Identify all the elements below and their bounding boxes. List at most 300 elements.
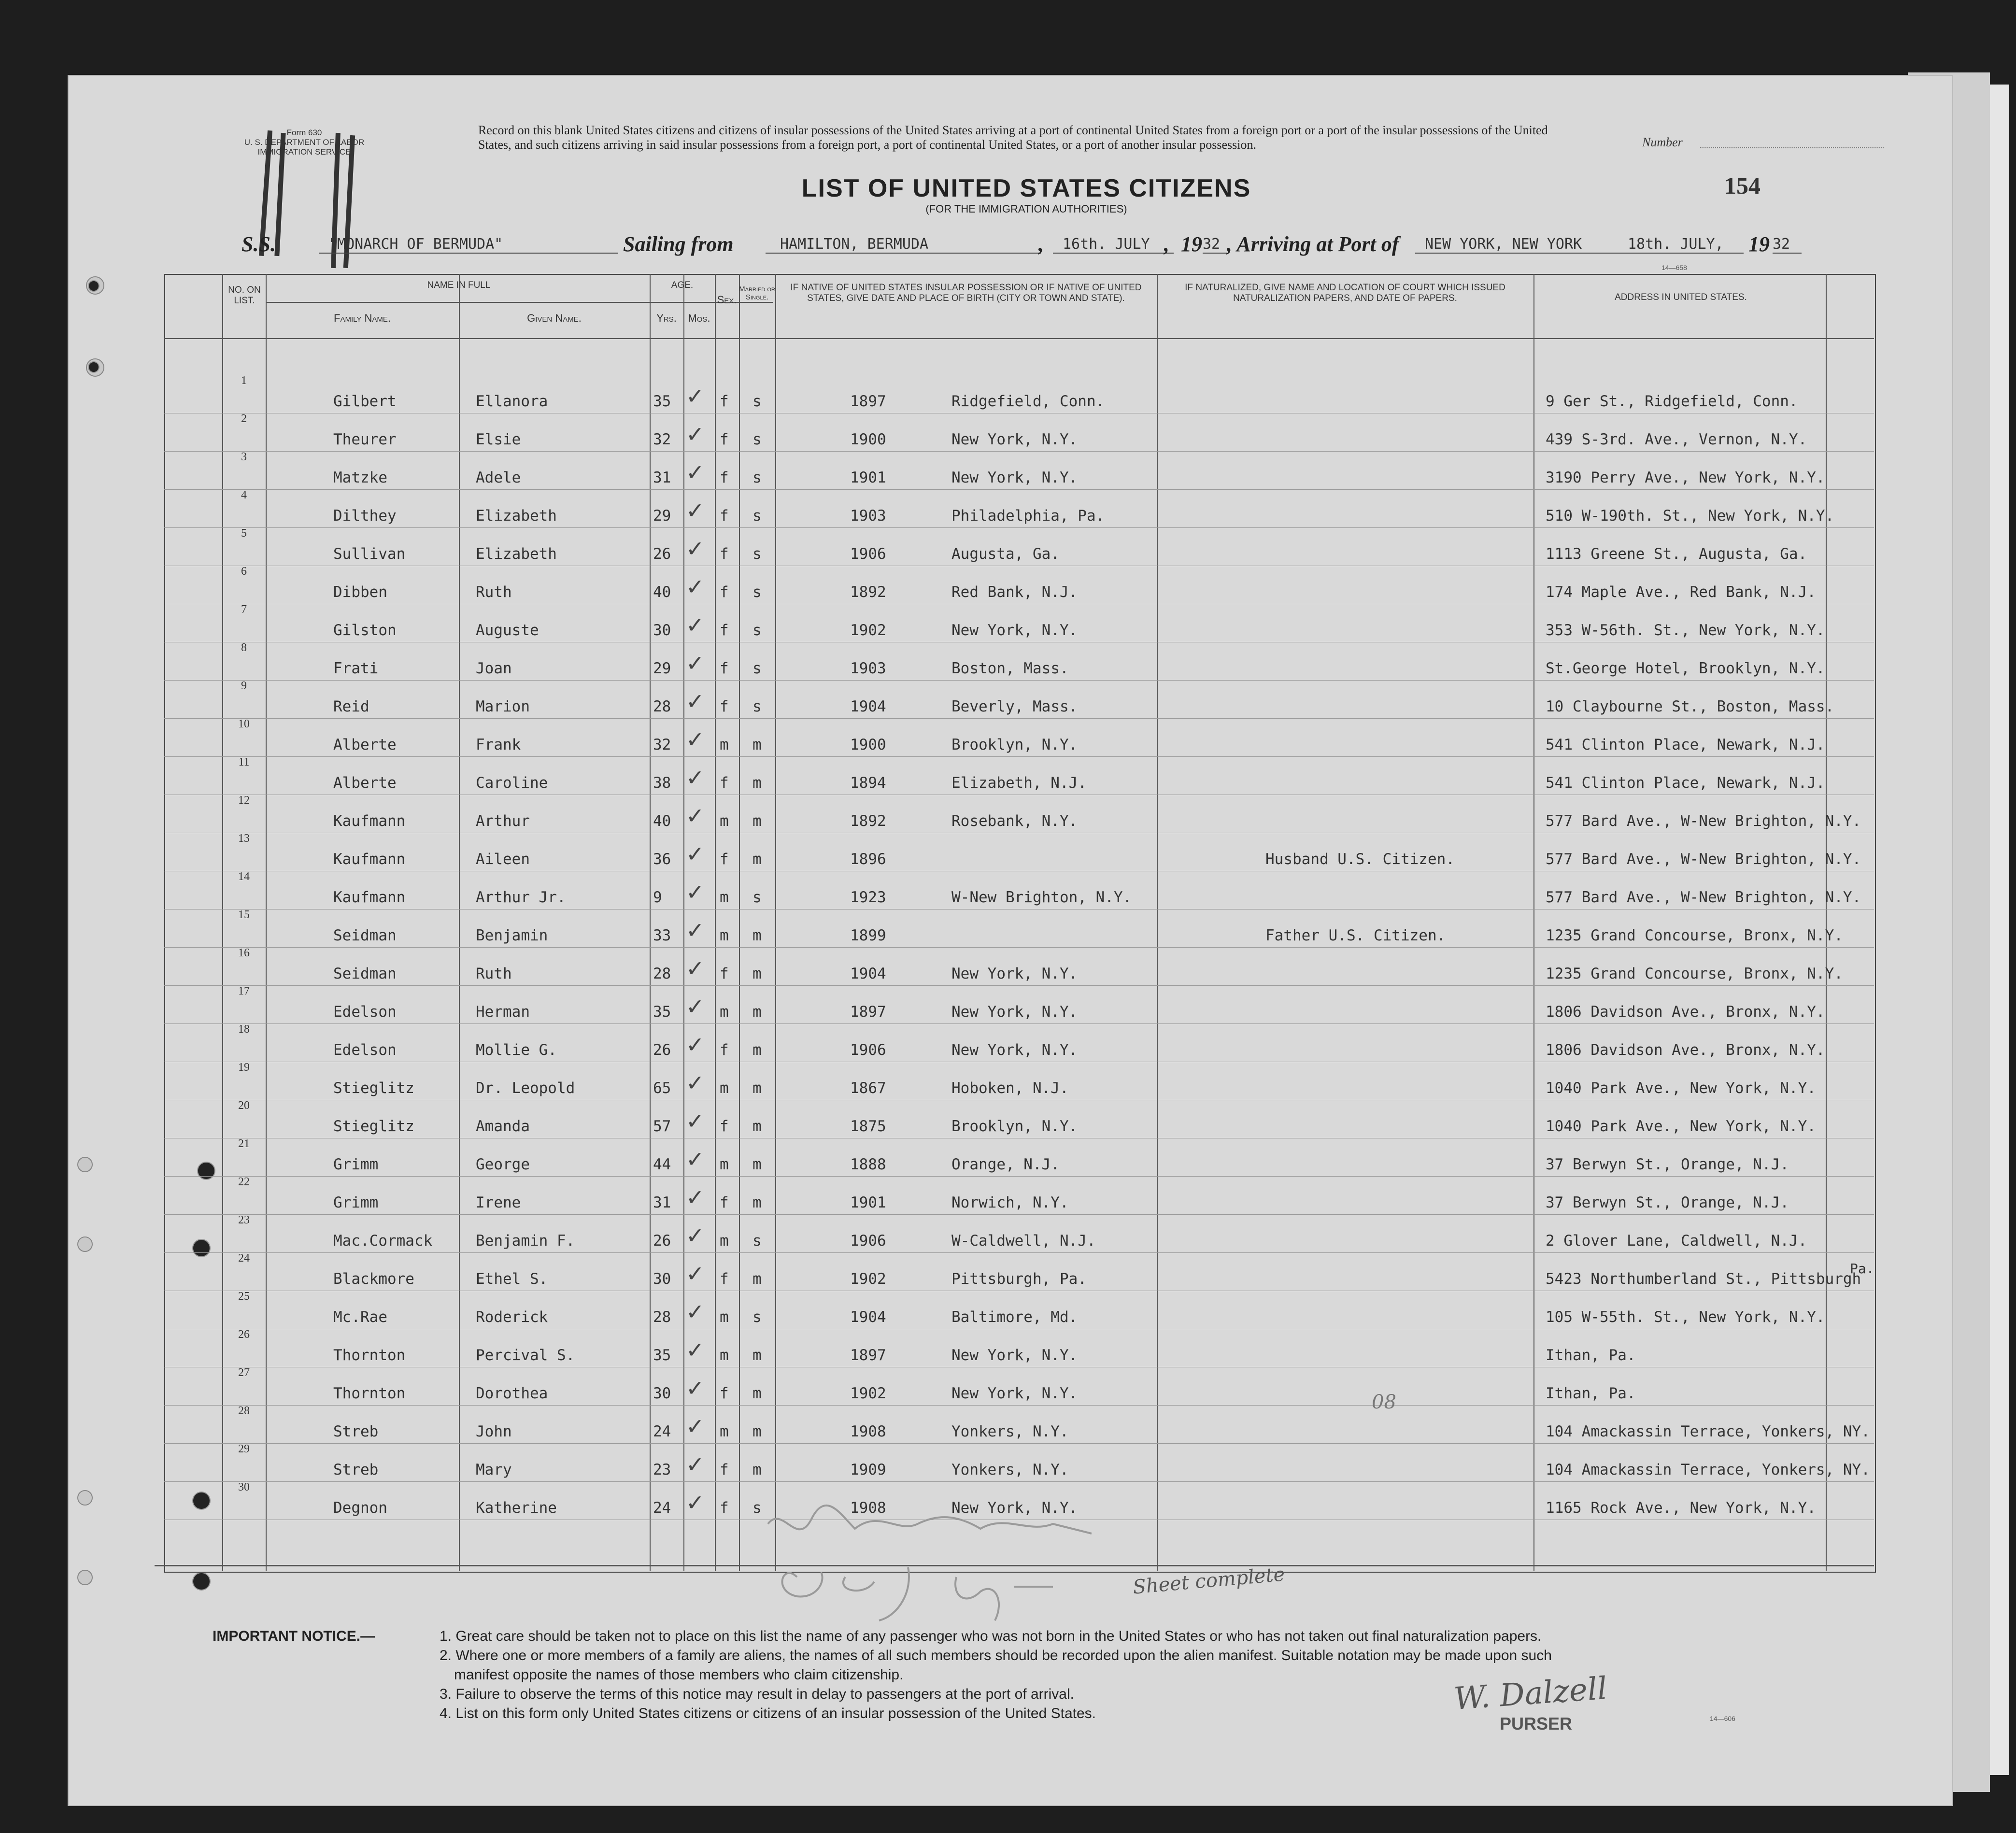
check-mark-icon: ✓: [686, 1070, 705, 1096]
given-name-cell: Dr. Leopold: [476, 1080, 575, 1097]
birth-year-cell: 1900: [850, 431, 886, 448]
birth-year-cell: 1923: [850, 889, 886, 906]
birth-place-cell: New York, N.Y.: [951, 965, 1078, 982]
family-name-cell: Degnon: [333, 1499, 387, 1517]
from-year: 32: [1203, 236, 1227, 254]
marital-status-cell: m: [752, 1080, 762, 1097]
ss-label: S.S.: [241, 232, 276, 256]
notice-item-2: 2. Where one or more members of a family are aliens, the names of all such members should be recorded upon the alien manifest. Suitable notation may be made upon such: [440, 1648, 1552, 1663]
sailing-from-label: Sailing from: [623, 232, 734, 256]
page-subtitle: (FOR THE IMMIGRATION AUTHORITIES): [925, 203, 1127, 215]
sex-cell: m: [720, 1308, 729, 1326]
family-name-cell: Edelson: [333, 1003, 397, 1021]
address-cell: 174 Maple Ave., Red Bank, N.J.: [1546, 583, 1816, 601]
sex-cell: f: [720, 622, 729, 639]
check-mark-icon: ✓: [686, 1261, 705, 1287]
col-divider: [650, 274, 651, 1571]
family-name-cell: Dibben: [333, 583, 387, 601]
check-mark-icon: ✓: [686, 1222, 705, 1249]
family-name-cell: Gilbert: [333, 393, 397, 410]
row-number: 5: [241, 527, 247, 540]
given-name-cell: George: [476, 1156, 530, 1173]
marital-status-cell: s: [752, 889, 762, 906]
birth-year-cell: 1903: [850, 507, 886, 525]
to-year: 32: [1773, 236, 1802, 254]
col-yrs: Yrs.: [656, 312, 677, 324]
age-years-cell: 26: [653, 1041, 671, 1059]
birth-place-cell: Elizabeth, N.J.: [951, 774, 1087, 792]
birth-year-cell: 1902: [850, 1270, 886, 1288]
marital-status-cell: s: [752, 431, 762, 448]
birth-place-cell: Ridgefield, Conn.: [951, 393, 1105, 410]
notice-label: IMPORTANT NOTICE.—: [213, 1628, 375, 1644]
sex-cell: f: [720, 965, 729, 982]
marital-status-cell: m: [752, 1270, 762, 1288]
family-name-cell: Streb: [333, 1423, 379, 1440]
marital-status-cell: m: [752, 1003, 762, 1021]
birth-place-cell: New York, N.Y.: [951, 1041, 1078, 1059]
given-name-cell: Irene: [476, 1194, 521, 1211]
sex-cell: f: [720, 1041, 729, 1059]
page-number: 154: [1724, 172, 1760, 199]
age-years-cell: 40: [653, 583, 671, 601]
given-name-cell: John: [476, 1423, 512, 1440]
to-port: NEW YORK, NEW YORK: [1415, 236, 1628, 254]
col-divider: [739, 274, 740, 1571]
row-number: 6: [241, 565, 247, 578]
sex-cell: f: [720, 583, 729, 601]
birth-year-cell: 1896: [850, 851, 886, 868]
family-name-cell: Grimm: [333, 1156, 379, 1173]
age-years-cell: 23: [653, 1461, 671, 1478]
age-years-cell: 26: [653, 1232, 671, 1250]
stamp-mark: 08: [1372, 1391, 1396, 1413]
punch-hole: [77, 1490, 93, 1506]
year-prefix: 19: [1181, 232, 1202, 256]
age-years-cell: 24: [653, 1423, 671, 1440]
check-mark-icon: ✓: [686, 955, 705, 981]
birth-year-cell: 1888: [850, 1156, 886, 1173]
marital-status-cell: s: [752, 1232, 762, 1250]
given-name-cell: Marion: [476, 698, 530, 715]
marital-status-cell: s: [752, 660, 762, 677]
given-name-cell: Benjamin F.: [476, 1232, 575, 1250]
age-years-cell: 65: [653, 1080, 671, 1097]
punch-hole: [77, 1157, 93, 1172]
address-cell: 104 Amackassin Terrace, Yonkers, NY.: [1546, 1461, 1870, 1478]
sailing-info: [241, 232, 1835, 261]
col-given-name: Given Name.: [527, 312, 582, 324]
row-number: 17: [238, 985, 250, 997]
sex-cell: f: [720, 545, 729, 563]
comma: ,: [1164, 232, 1169, 256]
col-divider: [459, 274, 460, 1571]
age-years-cell: 35: [653, 1003, 671, 1021]
row-rule: [164, 1405, 1874, 1406]
birth-year-cell: 1894: [850, 774, 886, 792]
address-cell: 577 Bard Ave., W-New Brighton, N.Y.: [1546, 812, 1861, 830]
check-mark-icon: ✓: [686, 536, 705, 562]
sex-cell: f: [720, 1461, 729, 1478]
check-mark-icon: ✓: [686, 917, 705, 943]
address-cell: 1806 Davidson Ave., Bronx, N.Y.: [1546, 1003, 1825, 1021]
check-mark-icon: ✓: [686, 1184, 705, 1210]
page-title: LIST OF UNITED STATES CITIZENS: [801, 174, 1251, 202]
birth-place-cell: W-New Brighton, N.Y.: [951, 889, 1132, 906]
row-rule: [164, 1443, 1874, 1444]
family-name-cell: Stieglitz: [333, 1118, 414, 1135]
age-years-cell: 44: [653, 1156, 671, 1173]
address-state-note: Pa.: [1850, 1261, 1874, 1277]
given-name-cell: Arthur: [476, 812, 530, 830]
row-number: 28: [238, 1405, 250, 1417]
marital-status-cell: m: [752, 1423, 762, 1440]
address-cell: 1235 Grand Concourse, Bronx, N.Y.: [1546, 965, 1843, 982]
row-rule: [164, 1176, 1874, 1177]
footer-form-code: 14—606: [1710, 1715, 1735, 1722]
row-number: 23: [238, 1214, 250, 1226]
sex-cell: m: [720, 1156, 729, 1173]
marital-status-cell: m: [752, 1347, 762, 1364]
form-identifier: [188, 128, 420, 157]
family-name-cell: Edelson: [333, 1041, 397, 1059]
check-mark-icon: ✓: [686, 1490, 705, 1516]
age-years-cell: 33: [653, 927, 671, 944]
row-rule: [164, 680, 1874, 681]
number-label: Number: [1642, 135, 1683, 149]
row-number: 12: [238, 794, 250, 807]
family-name-cell: Alberte: [333, 736, 397, 753]
col-birth: IF NATIVE OF UNITED STATES INSULAR POSSESSION OR IF NATIVE OF UNITED STATES, GIVE DATE AND PLACE OF BIRTH (CITY OR TOWN AND STATE).: [790, 283, 1142, 303]
col-married-single: Married or Single.: [739, 285, 775, 301]
birth-place-cell: Rosebank, N.Y.: [951, 812, 1078, 830]
birth-year-cell: 1892: [850, 583, 886, 601]
birth-year-cell: 1906: [850, 1232, 886, 1250]
given-name-cell: Elizabeth: [476, 545, 557, 563]
sex-cell: f: [720, 1385, 729, 1402]
instructions-paragraph: Record on this blank United States citizens and citizens of insular possessions of the United States arriving at a port of continental United States from a foreign port or a port of the insular possessions of the United States, and such citizens arriving in said insular possessions from a foreign port, a port of continental United States, or a port of another insular possession.: [478, 123, 1548, 152]
notice-item-3: 3. Failure to observe the terms of this notice may result in delay to passengers at the port of arrival.: [440, 1686, 1074, 1702]
given-name-cell: Auguste: [476, 622, 539, 639]
address-cell: 510 W-190th. St., New York, N.Y.: [1546, 507, 1834, 525]
address-cell: 9 Ger St., Ridgefield, Conn.: [1546, 393, 1798, 410]
ship-name: "MONARCH OF BERMUDA": [319, 236, 618, 254]
row-rule: [164, 489, 1874, 490]
given-name-cell: Ellanora: [476, 393, 548, 410]
birth-year-cell: 1906: [850, 1041, 886, 1059]
birth-year-cell: 1897: [850, 393, 886, 410]
sex-cell: m: [720, 1347, 729, 1364]
family-name-cell: Theurer: [333, 431, 397, 448]
row-number: 8: [241, 641, 247, 654]
row-rule: [164, 1023, 1874, 1024]
age-years-cell: 9: [653, 889, 662, 906]
sex-cell: m: [720, 812, 729, 830]
family-name-cell: Seidman: [333, 927, 397, 944]
check-mark-icon: ✓: [686, 1413, 705, 1439]
address-cell: 439 S-3rd. Ave., Vernon, N.Y.: [1546, 431, 1807, 448]
birth-year-cell: 1908: [850, 1423, 886, 1440]
row-number: 27: [238, 1366, 250, 1379]
age-years-cell: 26: [653, 545, 671, 563]
given-name-cell: Adele: [476, 469, 521, 486]
col-divider: [1157, 274, 1158, 1571]
sheet-complete-note: Sheet complete: [1132, 1563, 1286, 1599]
marital-status-cell: m: [752, 1461, 762, 1478]
sex-cell: f: [720, 851, 729, 868]
col-sex: Sex.: [717, 294, 737, 306]
age-years-cell: 57: [653, 1118, 671, 1135]
birth-year-cell: 1875: [850, 1118, 886, 1135]
birth-year-cell: 1902: [850, 622, 886, 639]
age-years-cell: 40: [653, 812, 671, 830]
address-cell: 1113 Greene St., Augusta, Ga.: [1546, 545, 1807, 563]
age-years-cell: 36: [653, 851, 671, 868]
birth-year-cell: 1904: [850, 965, 886, 982]
check-mark-icon: ✓: [686, 497, 705, 524]
address-cell: 541 Clinton Place, Newark, N.J.: [1546, 774, 1825, 792]
handwritten-scrawl: [753, 1495, 1130, 1630]
address-cell: Ithan, Pa.: [1546, 1385, 1636, 1402]
from-date: 16th. JULY: [1053, 236, 1174, 254]
address-cell: 1040 Park Ave., New York, N.Y.: [1546, 1080, 1816, 1097]
marital-status-cell: m: [752, 1118, 762, 1135]
birth-year-cell: 1897: [850, 1347, 886, 1364]
sex-cell: f: [720, 1499, 729, 1517]
family-name-cell: Gilston: [333, 622, 397, 639]
number-line: [1700, 147, 1884, 148]
marital-status-cell: m: [752, 774, 762, 792]
family-name-cell: Reid: [333, 698, 369, 715]
check-mark-icon: ✓: [686, 1451, 705, 1478]
check-mark-icon: ✓: [686, 1108, 705, 1134]
row-number: 24: [238, 1252, 250, 1265]
row-number: 2: [241, 412, 247, 425]
address-cell: 37 Berwyn St., Orange, N.J.: [1546, 1156, 1789, 1173]
col-age: AGE.: [671, 280, 694, 290]
to-date: 18th. JULY,: [1628, 236, 1744, 254]
address-cell: 5423 Northumberland St., Pittsburgh: [1546, 1270, 1861, 1288]
punch-hole: [77, 1570, 93, 1585]
department: U. S. DEPARTMENT OF LABOR: [244, 138, 365, 147]
age-years-cell: 29: [653, 507, 671, 525]
sex-cell: m: [720, 1003, 729, 1021]
marital-status-cell: s: [752, 583, 762, 601]
birth-place-cell: New York, N.Y.: [951, 1499, 1078, 1517]
family-name-cell: Thornton: [333, 1347, 406, 1364]
age-years-cell: 31: [653, 469, 671, 486]
row-number: 9: [241, 680, 247, 692]
given-name-cell: Mary: [476, 1461, 512, 1478]
marital-status-cell: s: [752, 469, 762, 486]
address-cell: 577 Bard Ave., W-New Brighton, N.Y.: [1546, 889, 1861, 906]
row-number: 30: [238, 1481, 250, 1493]
row-number: 1: [241, 374, 247, 387]
notice-item-2-cont: manifest opposite the names of those members who claim citizenship.: [454, 1667, 904, 1683]
row-number: 4: [241, 489, 247, 501]
given-name-cell: Elizabeth: [476, 507, 557, 525]
age-years-cell: 30: [653, 1385, 671, 1402]
address-cell: 353 W-56th. St., New York, N.Y.: [1546, 622, 1825, 639]
row-rule: [164, 527, 1874, 528]
col-family-name: Family Name.: [334, 312, 391, 324]
sex-cell: m: [720, 1080, 729, 1097]
year-prefix: 19: [1748, 232, 1770, 256]
family-name-cell: Dilthey: [333, 507, 397, 525]
marital-status-cell: s: [752, 545, 762, 563]
birth-place-cell: Hoboken, N.J.: [951, 1080, 1069, 1097]
sex-cell: m: [720, 889, 729, 906]
given-name-cell: Mollie G.: [476, 1041, 557, 1059]
birth-place-cell: New York, N.Y.: [951, 431, 1078, 448]
check-mark-icon: ✓: [686, 421, 705, 447]
sex-cell: m: [720, 927, 729, 944]
age-years-cell: 28: [653, 698, 671, 715]
given-name-cell: Benjamin: [476, 927, 548, 944]
row-rule: [164, 985, 1874, 986]
given-name-cell: Katherine: [476, 1499, 557, 1517]
family-name-cell: Matzke: [333, 469, 387, 486]
sex-cell: f: [720, 469, 729, 486]
row-number: 26: [238, 1328, 250, 1341]
marital-status-cell: m: [752, 1156, 762, 1173]
row-number: 13: [238, 832, 250, 845]
row-rule: [164, 756, 1874, 757]
age-years-cell: 29: [653, 660, 671, 677]
row-number: 18: [238, 1023, 250, 1036]
family-name-cell: Thornton: [333, 1385, 406, 1402]
family-name-cell: Kaufmann: [333, 889, 406, 906]
address-cell: 1165 Rock Ave., New York, N.Y.: [1546, 1499, 1816, 1517]
age-years-cell: 35: [653, 393, 671, 410]
marital-status-cell: m: [752, 1385, 762, 1402]
col-divider: [683, 274, 684, 1571]
marital-status-cell: m: [752, 1194, 762, 1211]
sex-cell: f: [720, 1194, 729, 1211]
birth-year-cell: 1892: [850, 812, 886, 830]
birth-year-cell: 1904: [850, 1308, 886, 1326]
birth-year-cell: 1901: [850, 469, 886, 486]
address-cell: 577 Bard Ave., W-New Brighton, N.Y.: [1546, 851, 1861, 868]
row-rule: [164, 947, 1874, 948]
purser-label: PURSER: [1500, 1714, 1573, 1734]
row-number: 3: [241, 451, 247, 463]
birth-place-cell: Brooklyn, N.Y.: [951, 1118, 1078, 1135]
age-years-cell: 32: [653, 431, 671, 448]
birth-year-cell: 1904: [850, 698, 886, 715]
sex-cell: m: [720, 736, 729, 753]
age-years-cell: 38: [653, 774, 671, 792]
address-cell: 2 Glover Lane, Caldwell, N.J.: [1546, 1232, 1807, 1250]
notice-item-1: 1. Great care should be taken not to place on this list the name of any passenger who was not born in the United States or who has not taken out final naturalization papers.: [440, 1628, 1542, 1644]
service: IMMIGRATION SERVICE: [257, 147, 351, 156]
birth-place-cell: New York, N.Y.: [951, 622, 1078, 639]
check-mark-icon: ✓: [686, 383, 705, 409]
birth-year-cell: 1867: [850, 1080, 886, 1097]
sex-cell: f: [720, 1270, 729, 1288]
age-years-cell: 28: [653, 1308, 671, 1326]
birth-year-cell: 1899: [850, 927, 886, 944]
given-name-cell: Caroline: [476, 774, 548, 792]
age-years-cell: 28: [653, 965, 671, 982]
given-name-cell: Roderick: [476, 1308, 548, 1326]
check-mark-icon: ✓: [686, 1337, 705, 1363]
check-mark-icon: ✓: [686, 1375, 705, 1401]
marital-status-cell: s: [752, 507, 762, 525]
birth-place-cell: Philadelphia, Pa.: [951, 507, 1105, 525]
birth-year-cell: 1908: [850, 1499, 886, 1517]
age-years-cell: 30: [653, 622, 671, 639]
row-number: 21: [238, 1137, 250, 1150]
given-name-cell: Ruth: [476, 583, 512, 601]
given-name-cell: Frank: [476, 736, 521, 753]
birth-place-cell: New York, N.Y.: [951, 1347, 1078, 1364]
family-name-cell: Seidman: [333, 965, 397, 982]
address-cell: 1806 Davidson Ave., Bronx, N.Y.: [1546, 1041, 1825, 1059]
from-port: HAMILTON, BERMUDA: [766, 236, 1041, 254]
row-number: 14: [238, 870, 250, 883]
naturalization-cell: Father U.S. Citizen.: [1265, 927, 1446, 944]
row-rule: [164, 1214, 1874, 1215]
age-years-cell: 24: [653, 1499, 671, 1517]
family-name-cell: Frati: [333, 660, 379, 677]
sex-cell: f: [720, 774, 729, 792]
birth-place-cell: Beverly, Mass.: [951, 698, 1078, 715]
given-name-cell: Ethel S.: [476, 1270, 548, 1288]
notice-item-4: 4. List on this form only United States citizens or citizens of an insular possession of the United States.: [440, 1705, 1096, 1721]
address-cell: 105 W-55th. St., New York, N.Y.: [1546, 1308, 1825, 1326]
birth-place-cell: New York, N.Y.: [951, 1385, 1078, 1402]
birth-year-cell: 1906: [850, 545, 886, 563]
check-mark-icon: ✓: [686, 726, 705, 753]
row-rule: [164, 451, 1874, 452]
given-name-cell: Ruth: [476, 965, 512, 982]
family-name-cell: Stieglitz: [333, 1080, 414, 1097]
arriving-label: , Arriving at Port of: [1227, 232, 1399, 256]
form-code: 14—658: [1661, 264, 1687, 271]
col-no: NO. ON LIST.: [228, 285, 261, 306]
family-name-cell: Mac.Cormack: [333, 1232, 433, 1250]
check-mark-icon: ✓: [686, 879, 705, 905]
row-number: 16: [238, 947, 250, 959]
age-years-cell: 31: [653, 1194, 671, 1211]
birth-place-cell: Yonkers, N.Y.: [951, 1423, 1069, 1440]
row-rule: [164, 1481, 1874, 1482]
address-cell: St.George Hotel, Brooklyn, N.Y.: [1546, 660, 1825, 677]
punch-hole: [88, 280, 99, 292]
birth-year-cell: 1903: [850, 660, 886, 677]
row-number: 20: [238, 1099, 250, 1112]
family-name-cell: Mc.Rae: [333, 1308, 387, 1326]
given-name-cell: Joan: [476, 660, 512, 677]
col-address: ADDRESS IN UNITED STATES.: [1615, 292, 1747, 302]
marital-status-cell: s: [752, 393, 762, 410]
col-divider: [1533, 274, 1534, 1571]
row-rule: [164, 718, 1874, 719]
birth-place-cell: Brooklyn, N.Y.: [951, 736, 1078, 753]
check-mark-icon: ✓: [686, 803, 705, 829]
birth-place-cell: New York, N.Y.: [951, 1003, 1078, 1021]
birth-place-cell: New York, N.Y.: [951, 469, 1078, 486]
family-name-cell: Kaufmann: [333, 812, 406, 830]
check-mark-icon: ✓: [686, 612, 705, 638]
row-number: 29: [238, 1443, 250, 1455]
check-mark-icon: ✓: [686, 688, 705, 714]
col-divider: [222, 274, 223, 1571]
col-divider: [715, 274, 716, 1571]
age-years-cell: 35: [653, 1347, 671, 1364]
address-cell: 1040 Park Ave., New York, N.Y.: [1546, 1118, 1816, 1135]
